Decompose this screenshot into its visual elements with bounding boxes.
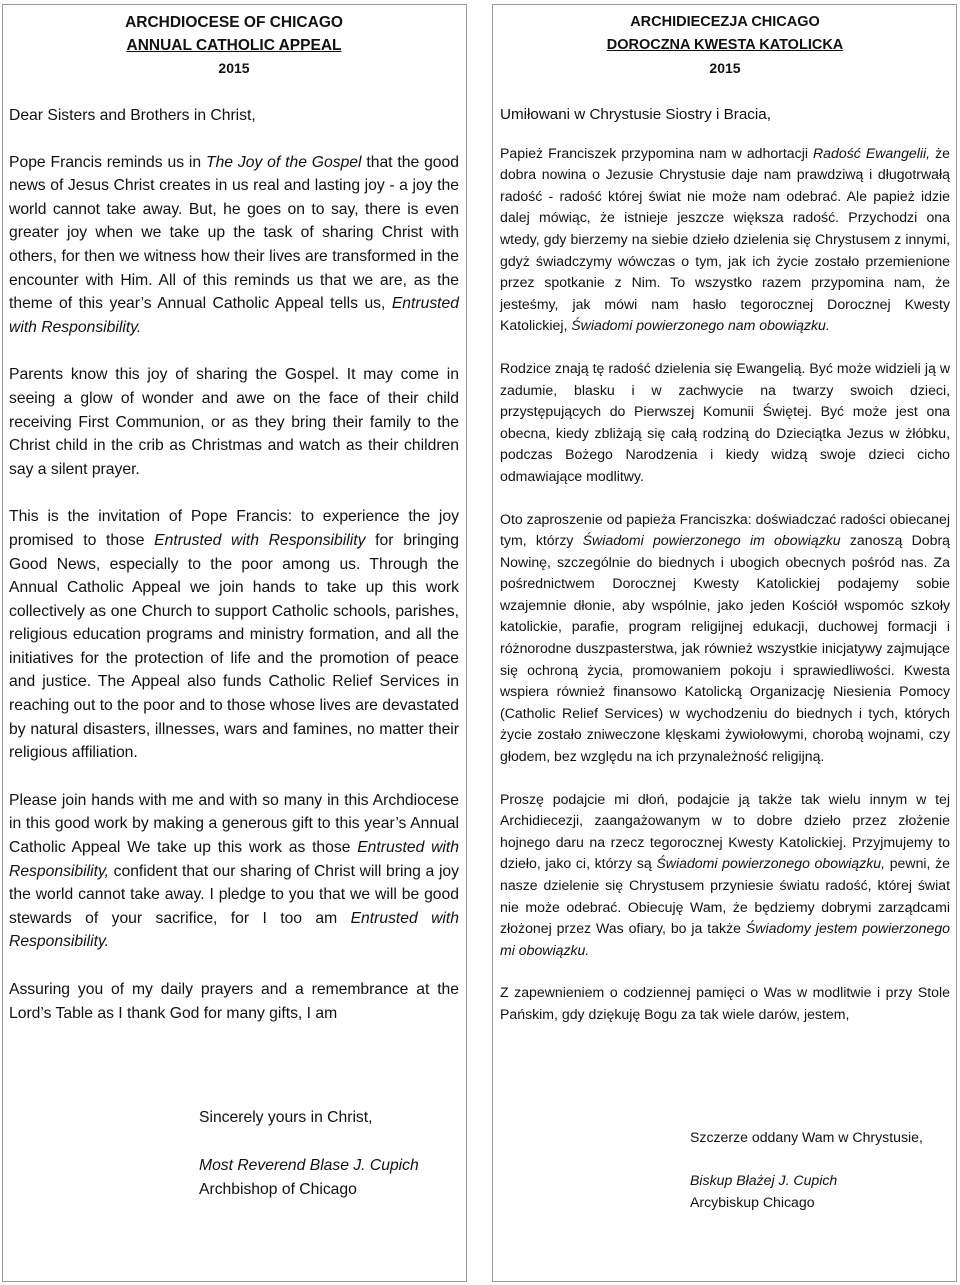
greeting: Dear Sisters and Brothers in Christ, [9,107,256,124]
signer-name: Most Reverend Blase J. Cupich [199,1157,419,1174]
signer-title: Arcybiskup Chicago [690,1194,815,1210]
closing: Szczerze oddany Wam w Chrystusie, [690,1129,923,1145]
letter-header [500,11,950,80]
paragraph-3: This is the invitation of Pope Francis: to experience the joy promised to those Entrusted with Responsibility for bringing Good News, especially to the poor among us. Through the Annual Catholic Appeal we join hands to take up this work collectively as one Church to support Catholic schools, parishes, religious education programs and ministry formation, and all the initiatives for the protection of life and the promotion of peace and justice. The Appeal also funds Catholic Relief Services in reaching out to the poor and to those whose lives are devastated by natural disasters, illnesses, wars and famines, no matter their religious affiliation. [9,508,460,762]
greeting: Umiłowani w Chrystusie Siostry i Bracia, [500,106,771,123]
paragraph-4: Proszę podajcie mi dłoń, podajcie ją także tak wielu innym w tej Archidiecezji, zaangażowanym w to dobre dzieło przez złożenie hojnego daru na rzecz tegorocznej Kwesty Katolickiej. Przyjmujemy to dzieło, jako ci, którzy są Świadomi powierzonego obowiązku, pewni, że nasze dzielenie się Chrystusem przyniesie światu radość, której świat nie może odebrać. Obiecuję Wam, że będziemy dobrymi zarządcami złożonej przez Was ofiary, bo ja także Świadomy jestem powierzonego mi obowiązku. [500,790,950,958]
appeal-year: 2015 [218,60,250,76]
org-name: ARCHIDIECEZJA CHICAGO [630,14,820,30]
appeal-title: DOROCZNA KWESTA KATOLICKA [606,37,844,53]
signer-title: Archbishop of Chicago [199,1181,357,1198]
signature-block [199,1154,419,1202]
paragraph-4: Please join hands with me and with so many in this Archdiocese in this good work by making a generous gift to this year’s Annual Catholic Appeal We take up this work as those Entrusted with Responsibility, confident that our sharing of Christ will bring a joy the world cannot take away. I pledge to you that we will be good stewards of your sacrifice, for I too am Entrusted with Responsibility. [9,791,460,951]
letter-header [9,11,459,80]
paragraph-5: Assuring you of my daily prayers and a remembrance at the Lord’s Table as I thank God for many gifts, I am [9,981,459,1022]
paragraph-2: Parents know this joy of sharing the Gospel. It may come in seeing a glow of wonder and awe on the face of their child receiving First Communion, or as they bring their family to the Christ child in the crib as Christmas and watch as their children say a silent prayer. [9,366,459,478]
paragraph-1: Pope Francis reminds us in The Joy of the Gospel that the good news of Jesus Christ creates in us real and lasting joy - a joy the world cannot take away. But, he goes on to say, there is even greater joy when we take up the task of sharing Christ with others, for then we witness how their lives are transformed in the encounter with Him. All of this reminds us that we are, as the theme of this year’s Annual Catholic Appeal tells us, Entrusted with Responsibility. [9,153,459,336]
polish-letter-column [492,4,957,1282]
appeal-title: ANNUAL CATHOLIC APPEAL [126,37,342,54]
paragraph-3: Oto zaproszenie od papieża Franciszka: doświadczać radości obiecanej tym, którzy Świadomi powierzonego im obowiązku zanoszą Dobrą Nowinę, szczególnie do biednych i ubogich obecnych pośród nas. Za pośrednictwem Dorocznej Kwesty Katolickiej podajemy sobie wzajemnie dłonie, aby wspólnie, jako jeden Kościół wspomóc szkoły katolickie, parafie, program religijnej edukacji, duchowej formacji i różnorodne duszpasterstwa, jak również wszystkie inicjatywy zajmujące się ochroną życia, promowaniem pokoju i sprawiedliwości. Kwesta wspiera również finansowo Katolicką Organizację Niesienia Pomocy (Catholic Relief Services) w wychodzeniu do biednych i tych, których życie zostało zniweczone klęskami żywiołowymi, chorobą wojnami, czy głodem, bez względu na ich przynależność religijną. [500,510,950,765]
signer-name: Biskup Błażej J. Cupich [690,1172,838,1188]
signature-block [690,1169,837,1213]
closing: Sincerely yours in Christ, [199,1109,373,1126]
paragraph-2: Rodzice znają tę radość dzielenia się Ewangelią. Być może widzieli ją w zadumie, blasku i w zachwycie na twarzy swoich dzieci, przystępujących do Pierwszej Komunii Świętej. Być może jest ona obecna, kiedy zbliżają się całą rodziną do Dzieciątka Jezus w żłóbku, podczas Bożego Narodzenia i kiedy widzą swoje dzieci cicho odmawiające modlitwy. [500,359,950,484]
english-letter-column [2,4,467,1282]
appeal-year: 2015 [709,60,741,76]
org-name: ARCHDIOCESE OF CHICAGO [125,14,343,31]
paragraph-5: Z zapewnieniem o codziennej pamięci o Was w modlitwie i przy Stole Pańskim, gdy dziękuję Bogu za tak wiele darów, jestem, [500,984,950,1022]
paragraph-1: Papież Franciszek przypomina nam w adhortacji Radość Ewangelii, że dobra nowina o Jezusie Chrystusie daje nam prawdziwą i długotrwałą radość - radość której świat nie może nam odebrać. Ale papież idzie dalej mówiąc, że istnieje jeszcze większa radość. Przychodzi ona wtedy, gdy bierzemy na siebie dzieło dzielenia się Chrystusem z innymi, gdyż świadczymy wówczas o tym, jak ich życie zostało przemienione przez spotkanie z Nim. To wszystko razem przypomina nam, że jesteśmy, jak mówi nam hasło tegorocznej Dorocznej Kwesty Katolickiej, Świadomi powierzonego nam obowiązku. [500,144,950,334]
